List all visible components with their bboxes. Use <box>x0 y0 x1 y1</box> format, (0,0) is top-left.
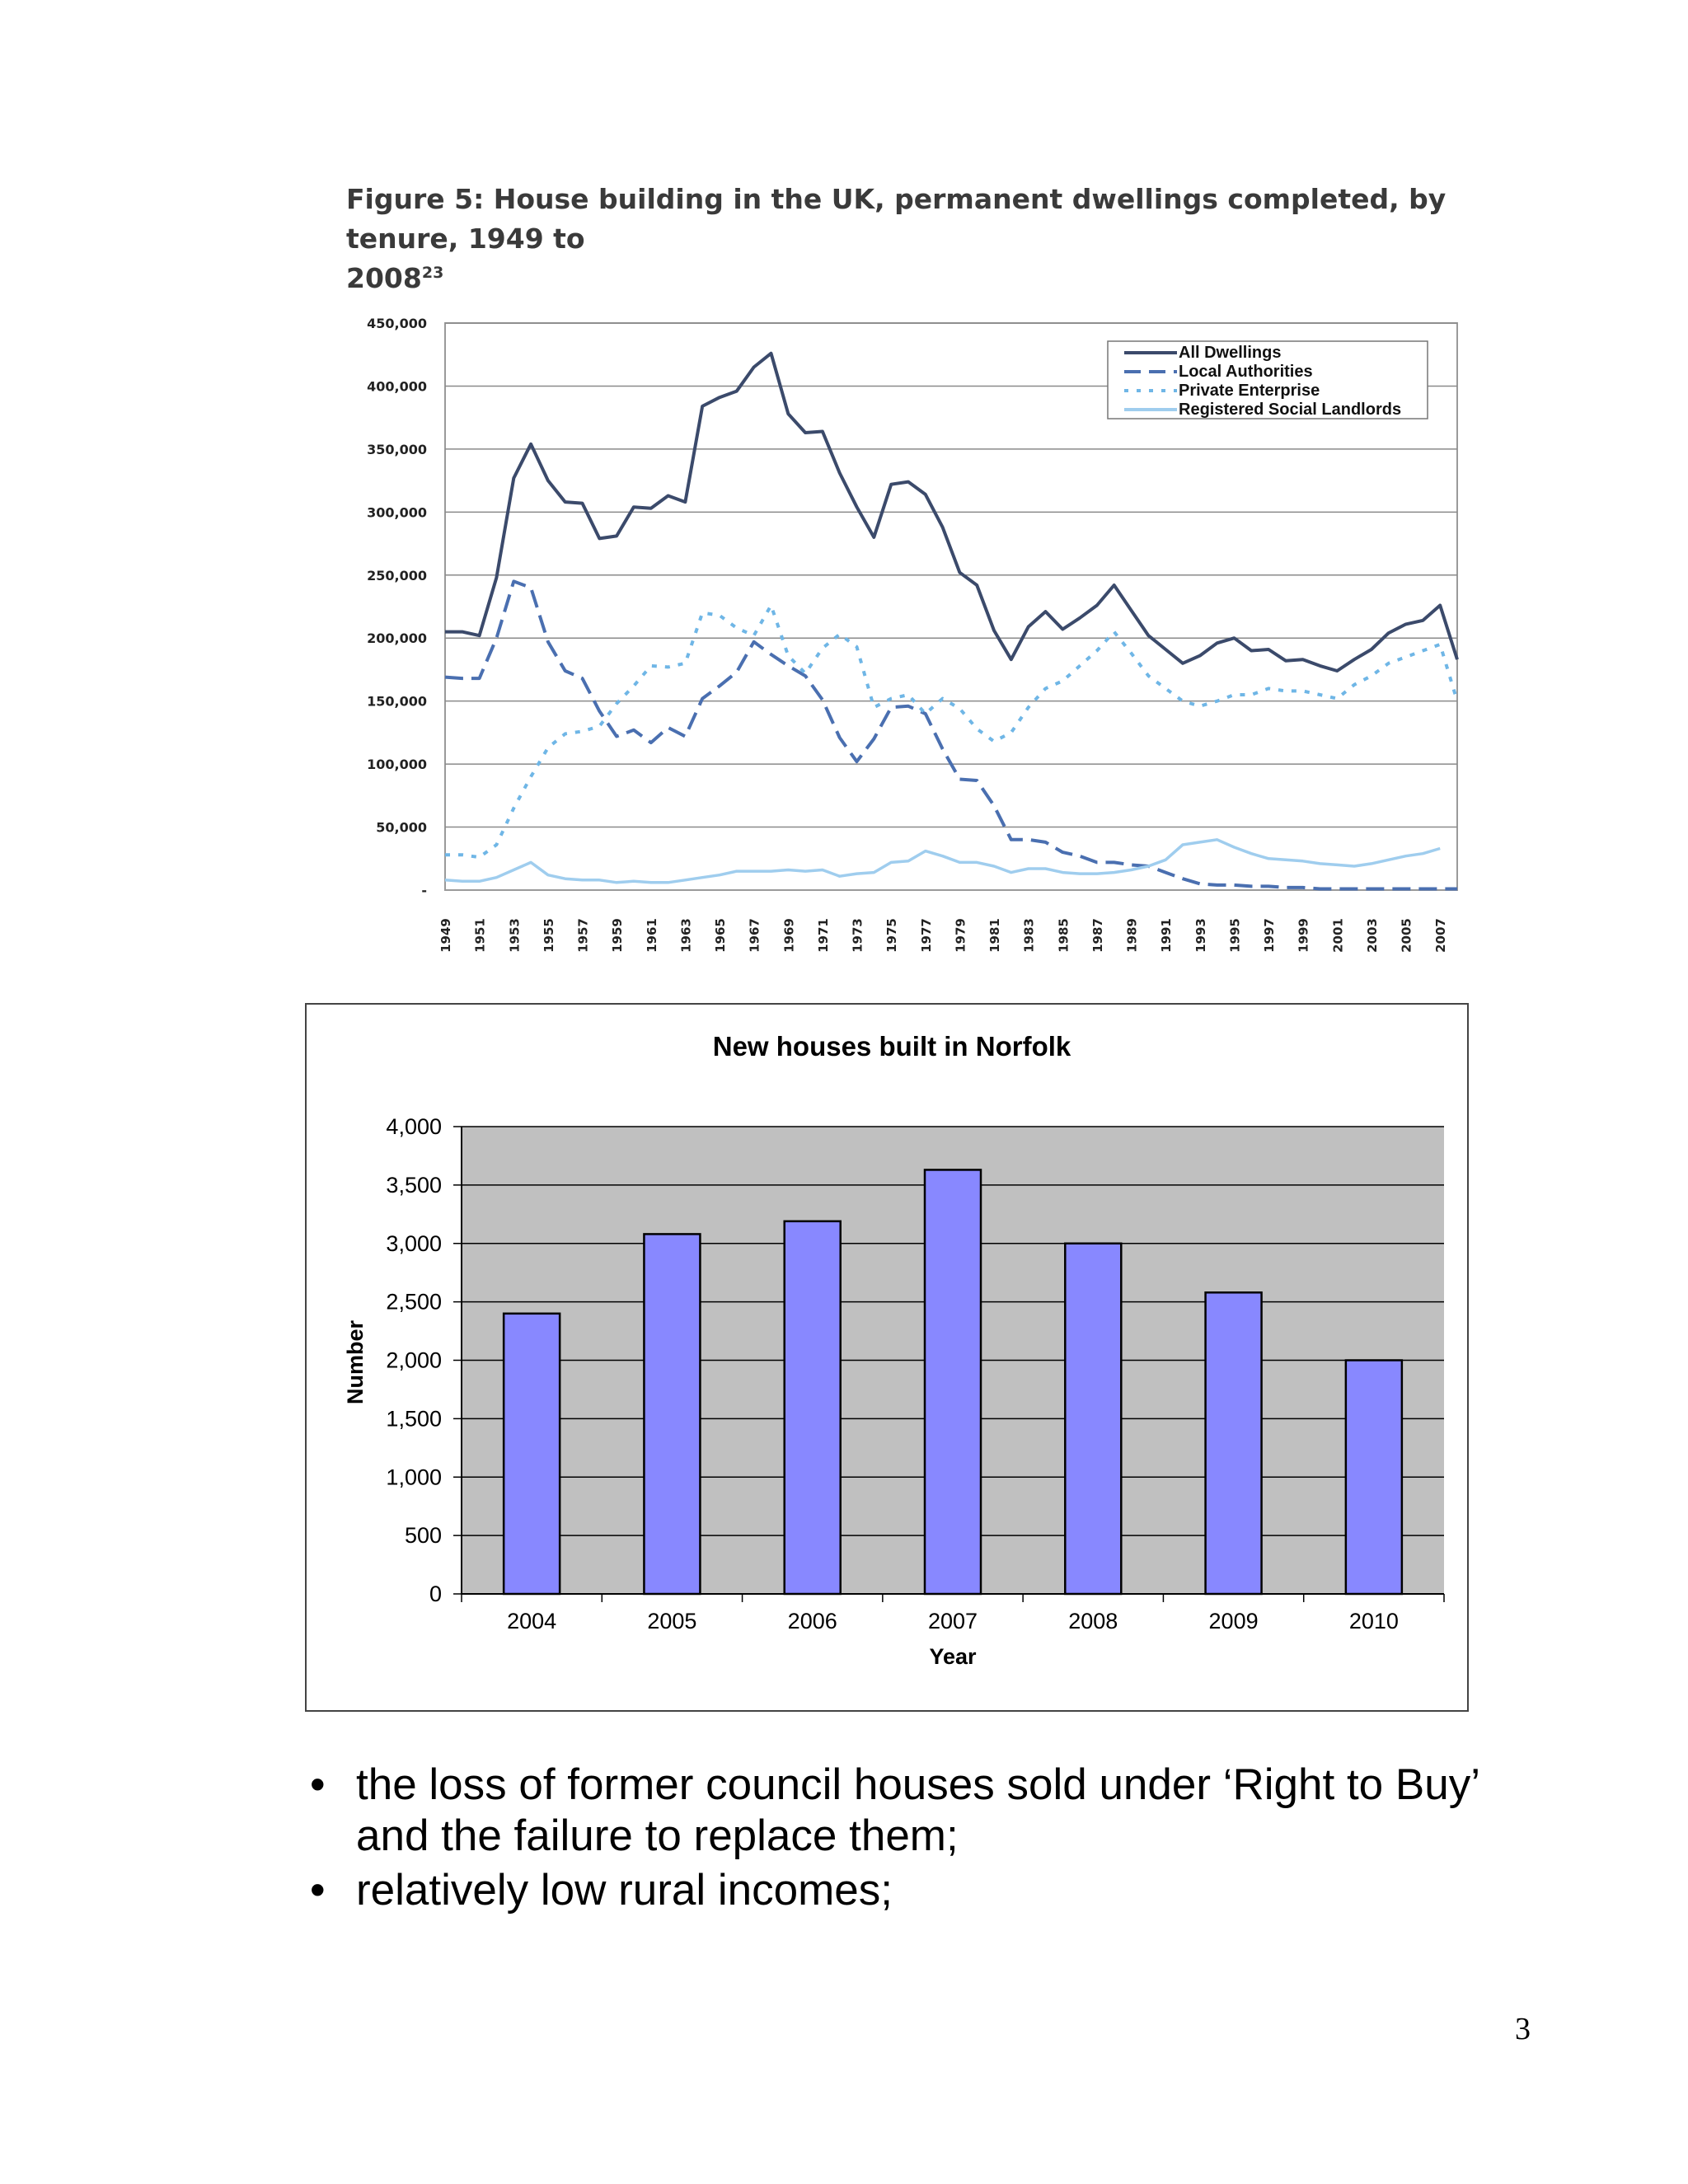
x-tick-label: 2008 <box>1068 1609 1118 1633</box>
bullet-item <box>303 1760 1540 1862</box>
y-tick-label: 350,000 <box>367 441 427 457</box>
y-tick-label: - <box>421 883 427 898</box>
x-tick-label: 1971 <box>815 918 831 953</box>
norfolk-bar-chart <box>307 1005 1470 1713</box>
x-tick-label: 1993 <box>1193 918 1208 953</box>
x-tick-label: 1989 <box>1124 918 1140 953</box>
bar <box>1206 1292 1262 1594</box>
x-tick-label: 2010 <box>1348 1609 1399 1633</box>
bullet-list <box>303 1760 1540 1919</box>
x-tick-label: 2009 <box>1208 1609 1259 1633</box>
y-tick-label: 3,000 <box>386 1230 442 1256</box>
bar <box>785 1221 841 1594</box>
x-tick-label: 2007 <box>927 1609 978 1633</box>
page-number: 3 <box>1515 2012 1531 2046</box>
x-tick-label: 1987 <box>1090 918 1105 953</box>
x-tick-label: 1965 <box>713 918 729 953</box>
x-tick-label: 1961 <box>644 918 659 953</box>
x-tick-label: 2004 <box>507 1609 557 1633</box>
y-tick-label: 400,000 <box>367 378 427 395</box>
x-tick-label: 2001 <box>1330 918 1346 953</box>
y-tick-label: 3,500 <box>386 1172 442 1197</box>
y-tick-label: 1,500 <box>386 1406 442 1432</box>
x-tick-label: 1959 <box>610 918 626 953</box>
x-tick-label: 1979 <box>953 918 968 953</box>
legend-label: Private Enterprise <box>1179 382 1320 400</box>
figure5-title-main: Figure 5: House building in the UK, permanent dwellings completed, by tenure, 1949 to <box>346 183 1447 255</box>
legend-label: All Dwellings <box>1179 344 1282 362</box>
y-tick-label: 250,000 <box>367 567 427 583</box>
bar <box>504 1314 560 1594</box>
y-tick-label: 100,000 <box>367 757 427 773</box>
x-tick-label: 1983 <box>1021 918 1037 953</box>
legend-label: Local Authorities <box>1179 363 1313 381</box>
x-tick-label: 2007 <box>1433 918 1449 953</box>
y-tick-label: 200,000 <box>367 630 427 647</box>
x-tick-label: 1963 <box>678 918 694 953</box>
bar <box>1346 1361 1402 1595</box>
x-tick-label: 1999 <box>1296 918 1311 953</box>
x-tick-label: 1981 <box>987 918 1003 953</box>
bar <box>1065 1244 1121 1594</box>
x-tick-label: 2005 <box>647 1609 697 1633</box>
bar <box>925 1169 981 1594</box>
y-tick-label: 500 <box>404 1523 442 1549</box>
y-tick-label: 2,000 <box>386 1347 442 1373</box>
x-tick-label: 2005 <box>1399 918 1414 953</box>
uk-housebuilding-chart <box>0 0 1688 972</box>
bullet-item <box>303 1865 1540 1916</box>
chart-title: New houses built in Norfolk <box>712 1031 1071 1062</box>
figure5-title-year: 2008 <box>346 262 422 294</box>
x-tick-label: 1975 <box>884 918 900 953</box>
bar <box>644 1234 700 1594</box>
x-tick-label: 2003 <box>1364 918 1380 953</box>
bullet-text: the loss of former council houses sold under ‘Right to Buy’ and the failure to replace them; <box>356 1760 1479 1860</box>
x-tick-label: 1997 <box>1262 918 1278 953</box>
y-tick-label: 450,000 <box>367 316 427 331</box>
x-tick-label: 1957 <box>575 918 591 953</box>
bullet-text: relatively low rural incomes; <box>356 1866 893 1915</box>
x-tick-label: 1969 <box>781 918 797 953</box>
bullet-marker: • <box>310 1760 326 1809</box>
x-tick-label: 1991 <box>1159 918 1175 953</box>
norfolk-chart-frame <box>305 1003 1469 1712</box>
y-axis-label: Number <box>343 1319 368 1405</box>
y-tick-label: 0 <box>429 1582 442 1606</box>
x-tick-label: 1951 <box>472 918 488 953</box>
y-tick-label: 150,000 <box>367 693 427 710</box>
y-tick-label: 4,000 <box>386 1114 442 1139</box>
footnote-ref: 23 <box>421 264 444 282</box>
legend-label: Registered Social Landlords <box>1179 401 1402 419</box>
y-tick-label: 2,500 <box>386 1289 442 1315</box>
x-tick-label: 1985 <box>1056 918 1071 953</box>
x-tick-label: 1955 <box>541 918 556 953</box>
x-tick-label: 1977 <box>918 918 934 953</box>
y-tick-label: 300,000 <box>367 504 427 521</box>
x-tick-label: 1973 <box>850 918 865 953</box>
x-tick-label: 1953 <box>507 918 523 953</box>
x-tick-label: 1967 <box>747 918 762 953</box>
bullet-marker: • <box>310 1866 326 1915</box>
x-axis-label: Year <box>929 1644 977 1669</box>
y-tick-label: 1,000 <box>386 1465 442 1490</box>
x-tick-label: 1995 <box>1227 918 1243 953</box>
x-tick-label: 2006 <box>787 1609 837 1633</box>
y-tick-label: 50,000 <box>376 819 427 836</box>
x-tick-label: 1949 <box>438 918 453 953</box>
